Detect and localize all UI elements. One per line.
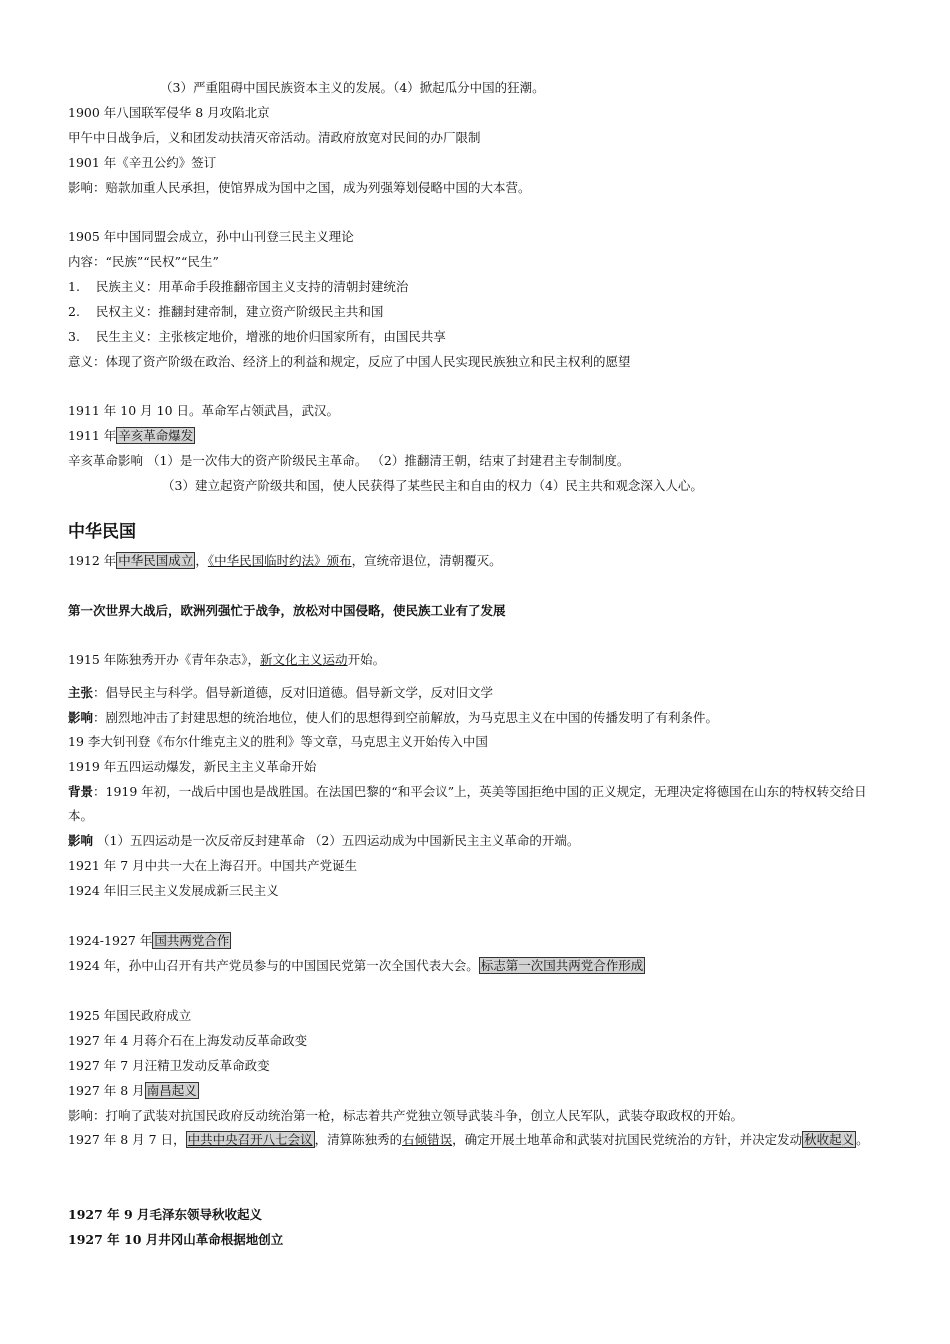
text-line [68,403,339,419]
text: 影响：打响了武装对抗国民政府反动统治第一枪，标志着共产党独立领导武装斗争，创立人民军队，武装夺取政权的开始。 [68,1108,744,1123]
text-line [68,883,279,899]
text: 1921 年 7 月中共一大在上海召开。中国共产党诞生 [68,858,358,873]
underlined-text: 新文化主义运动 [260,652,348,667]
text: 1927 年 7 月汪精卫发动反革命政变 [68,1058,270,1073]
text-line [68,734,488,750]
text-line [68,1008,191,1024]
text: 1927 年 10 月井冈山革命根据地创立 [68,1232,284,1247]
text: 1911 年 [68,428,117,443]
text-line [68,1033,307,1049]
text: ：剧烈地冲击了封建思想的统治地位，使人们的思想得到空前解放，为马克思主义在中国的传播发明了有利条件。 [93,710,719,725]
text: 19 李大钊刊登《布尔什维克主义的胜利》等文章，马克思主义开始传入中国 [68,734,488,749]
text: 1911 年 10 月 10 日。革命军占领武昌，武汉。 [68,403,339,418]
list-item [68,279,408,295]
text-line [68,1108,743,1124]
text: 2. 民权主义：推翻封建帝制，建立资产阶级民主共和国 [68,304,384,319]
bold-line [68,1232,283,1248]
text-line [68,130,481,146]
text-line [68,155,216,171]
text: ，确定开展土地革命和武装对抗国民党统治的方针，并决定发动 [452,1132,803,1147]
highlight-box: 中共中央召开八七会议 [187,1132,313,1147]
list-item [68,304,383,320]
bold-label: 影响 [68,710,94,725]
text-line [68,180,531,196]
highlight-box: 辛亥革命爆发 [118,428,194,443]
text: ，宣统帝退位，清朝覆灭。 [351,553,502,568]
text: ：1919 年初，一战后中国也是战胜国。在法国巴黎的“和平会议”上，英美等国拒绝中国的正义规定，无理决定将德国在山东的特权转交给日本。 [68,784,867,823]
highlight-box: 南昌起义 [146,1083,197,1098]
text: ：倡导民主与科学。倡导新道德，反对旧道德。倡导新文学，反对旧文学 [93,685,494,700]
text: 1905 年中国同盟会成立，孙中山刊登三民主义理论 [68,229,354,244]
text-line [68,229,354,245]
text: 内容：“民族”“民权”“民生” [68,254,219,269]
text: 1927 年 8 月 7 日， [68,1132,186,1147]
text: 1924 年，孙中山召开有共产党员参与的中国国民党第一次全国代表大会。 [68,958,479,973]
text: （3）严重阻碍中国民族资本主义的发展。（4）掀起瓜分中国的狂潮。 [160,80,545,95]
text-line [68,254,219,270]
text: 3. 民生主义：主张核定地价，增涨的地价归国家所有，由国民共享 [68,329,446,344]
highlight-box: 标志第一次国共两党合作形成 [480,958,644,973]
text: ， [195,553,208,568]
bold-label: 影响 [68,833,94,848]
text: 第一次世界大战后，欧洲列强忙于战争，放松对中国侵略，使民族工业有了发展 [68,603,506,618]
text-line [162,478,703,494]
text-line [68,858,357,874]
text-line [160,80,545,96]
text: 影响：赔款加重人民承担，使馆界成为国中之国，成为列强筹划侵略中国的大本营。 [68,180,531,195]
text: 1925 年国民政府成立 [68,1008,192,1023]
text: 。 [856,1132,869,1147]
text: 1927 年 9 月毛泽东领导秋收起义 [68,1207,263,1222]
highlight-box: 国共两党合作 [154,933,230,948]
text: 1927 年 4 月蒋介石在上海发动反革命政变 [68,1033,308,1048]
text: 1. 民族主义：用革命手段推翻帝国主义支持的清朝封建统治 [68,279,409,294]
text-line [68,1058,270,1074]
text-paragraph [68,1128,880,1152]
text-paragraph [68,780,880,828]
bold-line [68,1207,262,1223]
text-line [68,105,270,121]
text: 1900 年八国联军侵华 8 月攻陷北京 [68,105,270,120]
text-line [68,933,231,949]
text-line [68,354,631,370]
bold-label: 背景 [68,784,94,799]
heading-text: 中华民国 [68,522,136,542]
text: 1912 年 [68,553,117,568]
text: （1）五四运动是一次反帝反封建革命 （2）五四运动成为中国新民主主义革命的开端。 [93,833,580,848]
text-line [68,833,579,849]
text: （3）建立起资产阶级共和国，使人民获得了某些民主和自由的权力（4）民主共和观念深入人心。 [162,478,703,493]
bold-line [68,603,506,619]
underlined-text: 《中华民国临时约法》颁布 [207,553,352,568]
text: 辛亥革命影响 （1）是一次伟大的资产阶级民主革命。 （2）推翻清王朝，结束了封建君主专制制度。 [68,453,630,468]
text: 1927 年 8 月 [68,1083,145,1098]
text: 1924-1927 年 [68,933,153,948]
text-line [68,453,629,469]
text: 1901 年《辛丑公约》签订 [68,155,217,170]
text: 1915 年陈独秀开办《青年杂志》， [68,652,261,667]
underlined-text: 右倾错误 [402,1132,453,1147]
text: 意义：体现了资产阶级在政治、经济上的利益和规定，反应了中国人民实现民族独立和民主权利的愿望 [68,354,631,369]
text-line [68,1083,199,1099]
section-heading [68,524,136,540]
text: 1919 年五四运动爆发，新民主主义革命开始 [68,759,317,774]
text: 开始。 [347,652,386,667]
text-line [68,958,645,974]
text: ，清算陈独秀的 [314,1132,403,1147]
text-line [68,710,718,726]
bold-label: 主张 [68,685,94,700]
text: 甲午中日战争后，义和团发动扶清灭帝活动。清政府放宽对民间的办厂限制 [68,130,481,145]
text-line [68,428,195,444]
highlight-box: 中华民国成立 [118,553,194,568]
text-line [68,553,502,569]
text: 1924 年旧三民主义发展成新三民主义 [68,883,279,898]
text-line [68,685,493,701]
text-line [68,759,316,775]
text-line [68,652,385,668]
list-item [68,329,446,345]
highlight-box: 秋收起义 [804,1132,855,1147]
